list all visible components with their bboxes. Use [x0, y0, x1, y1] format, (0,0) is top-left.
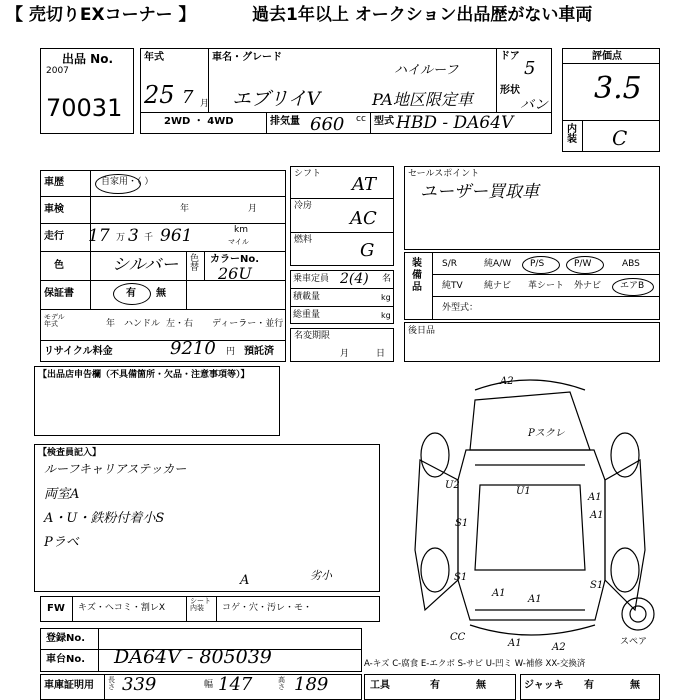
- model-value: HBD - DA64V: [396, 113, 514, 133]
- diagram-mark: CC: [450, 632, 466, 643]
- header-title: 過去1年以上 オークション出品歴がない車両: [252, 5, 593, 25]
- equip-item: S/R: [442, 259, 457, 269]
- color-no-value: 26U: [218, 264, 252, 283]
- ac-label: 冷房: [294, 201, 313, 211]
- displacement-unit: cc: [356, 114, 366, 124]
- score-label: 評価点: [592, 51, 622, 62]
- header-corner-label: 【 売切りEXコーナー 】: [6, 5, 196, 25]
- score-value: 3.5: [594, 71, 642, 106]
- equipment-model-label: 外型式：: [442, 303, 479, 313]
- diagram-mark: A1: [590, 510, 604, 521]
- inspector-note: Pラベ: [44, 535, 79, 550]
- lot-label: 出品 No.: [62, 52, 114, 66]
- diagram-mark: Pスクレ: [528, 428, 565, 439]
- diagram-mark: A1: [492, 588, 506, 599]
- auction-header: [0, 0, 700, 34]
- specs-box: [290, 166, 394, 266]
- equip-item: P/S: [530, 259, 545, 269]
- damage-legend: A-キズ C-腐食 E-エクボ S-サビ U-凹ミ W-補修 XX-交換済: [364, 659, 586, 669]
- model-year-year: 年: [106, 319, 116, 329]
- car-roof-outline: [470, 392, 590, 450]
- equip-item: 純ナビ: [484, 281, 512, 291]
- jack-no: 無: [630, 680, 640, 691]
- load-unit: kg: [381, 293, 391, 302]
- diagram-mark: A2: [552, 642, 566, 653]
- hgt-value: 189: [294, 674, 329, 695]
- lot-number: 70031: [46, 94, 123, 122]
- equip-item: エアB: [620, 281, 645, 291]
- wheel-rl: [421, 548, 449, 592]
- spare-tire: [622, 598, 654, 630]
- recycle-unit: 円: [226, 347, 236, 357]
- mileage-unit: km: [234, 225, 248, 235]
- declaration-label: 【出品店申告欄（不具備箇所・欠品・注意事項等）】: [38, 370, 250, 380]
- equip-item: 純A/W: [484, 259, 512, 269]
- diagram-mark: S1: [455, 518, 469, 529]
- recycle-label: リサイクル料金: [44, 346, 113, 357]
- wid-label: 幅: [204, 680, 214, 690]
- equip-item: P/W: [574, 259, 592, 269]
- color-change-label: 色替: [190, 254, 200, 273]
- recycle-value: 9210: [170, 338, 216, 359]
- inspection-year: 年: [180, 204, 190, 214]
- inspector-note: ルーフキャリアステッカー: [44, 462, 187, 476]
- inspector-label: 【検査員記入】: [38, 448, 102, 458]
- diagram-mark: U1: [516, 486, 531, 497]
- shift-value: AT: [352, 174, 377, 195]
- capacity-unit: 名: [382, 274, 392, 284]
- post-entry-box: [404, 322, 660, 362]
- seat-label: シート内装: [190, 597, 211, 612]
- color-no-label: カラーNo.: [210, 254, 260, 265]
- chassis-label: 車台No.: [46, 654, 86, 665]
- interior-label: 内装: [567, 124, 577, 145]
- year-label: 年式: [144, 52, 164, 63]
- recycle-status: 預託済: [244, 346, 274, 357]
- capacity-label: 乗車定員: [293, 274, 330, 284]
- inspection-month: 月: [248, 204, 258, 214]
- model-year-label: モデル年式: [44, 313, 65, 328]
- shape-value: バン: [520, 97, 548, 113]
- history-value: 自家用・（ ）: [101, 177, 154, 187]
- car-damage-diagram: [380, 370, 680, 660]
- handle-label: ハンドル: [124, 319, 161, 329]
- diagram-mark: A1: [588, 492, 602, 503]
- spare-hub: [630, 606, 646, 622]
- chassis-value: DA64V - 805039: [114, 646, 272, 668]
- fuel-label: 燃料: [294, 235, 313, 245]
- jack-label: ジャッキ: [524, 680, 564, 691]
- title-change-month: 月: [340, 349, 350, 359]
- equip-item: 純TV: [442, 281, 463, 291]
- wid-value: 147: [218, 674, 253, 695]
- month-value: 7: [182, 87, 194, 108]
- model-label: 型式: [374, 116, 394, 127]
- displacement-value: 660: [310, 114, 345, 135]
- gross-unit: kg: [381, 311, 391, 320]
- title-change-label: 名変期限: [294, 331, 331, 341]
- post-entry-label: 後日品: [408, 326, 436, 336]
- fuel-value: G: [360, 240, 375, 261]
- diagram-mark: U2: [445, 480, 460, 491]
- mileage-sen: 3: [128, 226, 139, 246]
- mileage-rest: 961: [160, 226, 193, 246]
- month-unit: 月: [200, 99, 210, 109]
- fw-mark: A: [240, 573, 250, 588]
- diagram-mark: S1: [590, 580, 604, 591]
- shift-label: シフト: [294, 169, 322, 179]
- inspection-label: 車検: [44, 204, 64, 215]
- tools-no: 無: [476, 680, 486, 691]
- color-value: シルバー: [112, 255, 179, 275]
- mileage-unit2: マイル: [228, 238, 249, 246]
- mileage-man: 17: [88, 226, 110, 246]
- drive-label: 2WD ・ 4WD: [164, 116, 234, 127]
- equip-item: ABS: [622, 259, 640, 269]
- warranty-label: 保証書: [44, 288, 74, 299]
- grade-value: PA地区限定車: [372, 90, 473, 109]
- sales-point-value: ユーザー買取車: [420, 182, 539, 202]
- inspector-note: 両室A: [44, 487, 80, 502]
- diagram-mark: A2: [500, 376, 514, 387]
- car-right-side: [605, 460, 645, 610]
- equipment-label: 装備品: [412, 258, 422, 293]
- grade-top: ハイルーフ: [394, 63, 459, 78]
- diagram-mark: A1: [528, 594, 542, 605]
- name-label: 車名・グレード: [212, 52, 282, 63]
- wheel-rr: [611, 548, 639, 592]
- warranty-no: 無: [156, 288, 166, 299]
- lot-year-tag: 2007: [46, 66, 69, 76]
- mileage-man-unit: 万: [116, 233, 126, 243]
- fw-mark: 劣小: [310, 569, 332, 582]
- equip-item: 外ナビ: [574, 281, 602, 291]
- tools-label: 工具: [370, 680, 390, 691]
- door-value: 5: [524, 58, 536, 79]
- diagram-mark: A1: [508, 638, 522, 649]
- wheel-fr: [611, 433, 639, 477]
- shape-label: 形状: [500, 85, 520, 96]
- displacement-label: 排気量: [270, 116, 300, 127]
- dimensions-label: 車庫証明用: [44, 680, 94, 691]
- len-value: 339: [122, 674, 157, 695]
- vehicle-name: エブリイV: [232, 88, 321, 110]
- inspector-note: A・U・鉄粉付着小S: [44, 511, 165, 526]
- jack-yes: 有: [584, 680, 594, 691]
- fw-label: FW: [47, 603, 65, 614]
- dealer-label: ディーラー・並行: [212, 319, 284, 329]
- color-label: 色: [54, 260, 64, 271]
- ac-value: AC: [350, 208, 377, 229]
- sales-point-label: セールスポイント: [408, 169, 480, 179]
- gross-label: 総重量: [293, 310, 321, 320]
- tools-yes: 有: [430, 680, 440, 691]
- wheel-fl: [421, 433, 449, 477]
- hgt-label: 高さ: [278, 676, 285, 691]
- equip-item: 革シート: [528, 281, 565, 291]
- rear-bumper: [470, 625, 595, 635]
- load-label: 積載量: [293, 292, 321, 302]
- interior-value: C: [612, 126, 628, 150]
- spare-label: スペア: [620, 637, 648, 647]
- seat-legend: コゲ・穴・汚レ・モ・: [222, 603, 313, 613]
- year-value: 25: [144, 81, 175, 109]
- door-label: ドア: [500, 51, 520, 62]
- history-label: 車歴: [44, 177, 64, 188]
- mileage-label: 走行: [44, 231, 64, 242]
- handle-value: 左・右: [166, 319, 194, 329]
- diagram-mark: S1: [454, 572, 468, 583]
- front-bumper: [475, 380, 585, 390]
- title-change-day: 日: [376, 349, 386, 359]
- reg-label: 登録No.: [46, 633, 86, 644]
- warranty-yes: 有: [126, 288, 136, 299]
- len-label: 長さ: [108, 676, 115, 691]
- mileage-sen-unit: 千: [144, 233, 154, 243]
- capacity-value: 2(4): [340, 271, 369, 287]
- fw-legend: キズ・ヘコミ・割レX: [78, 603, 165, 613]
